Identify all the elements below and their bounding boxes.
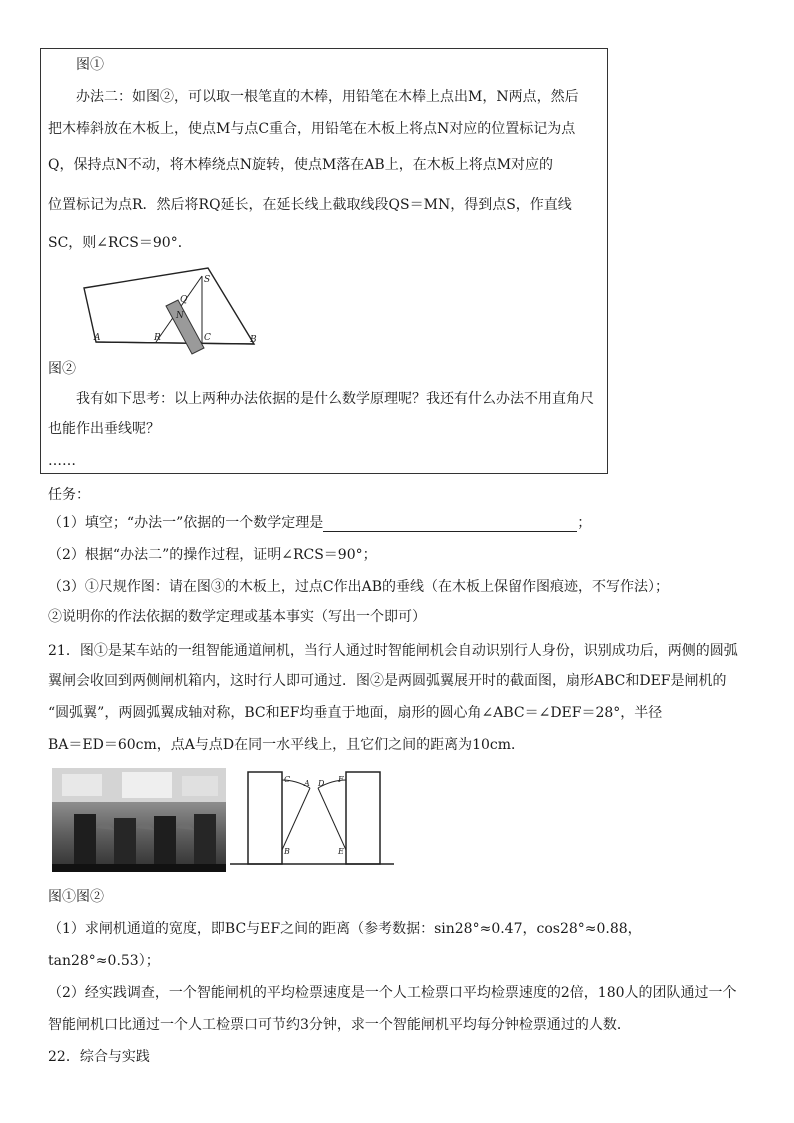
point-c: C <box>204 333 211 343</box>
gate-photo-drawing <box>52 768 226 872</box>
fig2-label: 图② <box>48 361 76 377</box>
p21-line4: BA＝ED＝60cm，点A与点D在同一水平线上，且它们之间的距离为10cm． <box>48 737 526 753</box>
method2-line5: SC，则∠RCS＝90°． <box>48 235 192 251</box>
method2-line1: 办法二：如图②，可以取一根笔直的木棒，用铅笔在木棒上点出M，N两点，然后 <box>76 89 579 105</box>
point-c-21: C <box>284 775 291 784</box>
think-line2: 也能作出垂线呢？ <box>48 421 160 437</box>
point-e-21: E <box>338 847 344 856</box>
task-q2: （2）根据“办法二”的操作过程，证明∠RCS＝90°； <box>48 547 377 563</box>
segment-ba <box>282 788 310 850</box>
point-b-21: B <box>284 847 290 856</box>
method2-line2: 把木棒斜放在木板上，使点M与点C重合，用铅笔在木板上将点N对应的位置标记为点 <box>48 121 576 137</box>
right-gate-box <box>346 772 380 864</box>
p21-q2-line1: （2）经实践调查，一个智能闸机的平均检票速度是一个人工检票口平均检票速度的2倍，180人的团队通过一个 <box>48 985 737 1001</box>
p21-line3: “圆弧翼”，两圆弧翼成轴对称，BC和EF均垂直于地面，扇形的圆心角∠ABC＝∠DEF＝28°，半径 <box>48 705 663 721</box>
method2-line3: Q，保持点N不动，将木棒绕点N旋转，使点M落在AB上，在木板上将点M对应的 <box>48 157 554 173</box>
fig1-label: 图① <box>76 57 104 73</box>
think-line1: 我有如下思考：以上两种办法依据的是什么数学原理呢？我还有什么办法不用直角尺 <box>76 391 594 407</box>
p21-q1-line1: （1）求闸机通道的宽度，即BC与EF之间的距离（参考数据：sin28°≈0.47，cos28°≈0.88， <box>48 921 642 937</box>
point-d-21: D <box>318 779 325 788</box>
point-s: S <box>204 275 211 285</box>
method2-line4: 位置标记为点R．然后将RQ延长，在延长线上截取线段QS＝MN，得到点S，作直线 <box>48 197 572 213</box>
point-q: Q <box>180 295 188 305</box>
problem-box <box>40 48 608 474</box>
p22-title: 22．综合与实践 <box>48 1049 150 1065</box>
answer-blank[interactable] <box>323 517 577 532</box>
p21-fig-labels: 图①图② <box>48 889 104 905</box>
p21-q2-line2: 智能闸机口比通过一个人工检票口可节约3分钟，求一个智能闸机平均每分钟检票通过的人数． <box>48 1017 631 1033</box>
point-a: A <box>94 333 101 343</box>
task-q3b: ②说明你的作法依据的数学定理或基本事实（写出一个即可） <box>48 609 426 625</box>
segment-ed <box>318 788 346 850</box>
gate-photo <box>52 768 226 872</box>
point-n: N <box>176 311 184 321</box>
wooden-stick <box>166 300 204 354</box>
point-a-21: A <box>304 779 310 788</box>
task-q1-text: （1）填空；“办法一”依据的一个数学定理是 <box>48 515 324 531</box>
point-f-21: F <box>338 775 344 784</box>
task-title: 任务： <box>48 487 90 503</box>
p21-q1-line2: tan28°≈0.53）； <box>48 953 160 969</box>
p21-line2: 翼闸会收回到两侧闸机箱内，这时行人即可通过．图②是两圆弧翼展开时的截面图，扇形ABC和DEF是闸机的 <box>48 673 727 689</box>
ellipsis: …… <box>48 453 76 469</box>
task-q3: （3）①尺规作图：请在图③的木板上，过点C作出AB的垂线（在木板上保留作图痕迹，不写作法）； <box>48 579 670 595</box>
point-r: R <box>154 333 161 343</box>
task-q1-suffix: ； <box>577 515 592 531</box>
task-q1 <box>48 514 591 532</box>
point-b: B <box>250 335 257 345</box>
gate-cross-section <box>230 768 394 868</box>
left-gate-box <box>248 772 282 864</box>
board-figure <box>70 262 280 358</box>
p21-line1: 21．图①是某车站的一组智能通道闸机，当行人通过时智能闸机会自动识别行人身份，识别成功后，两侧的圆弧 <box>48 643 738 659</box>
